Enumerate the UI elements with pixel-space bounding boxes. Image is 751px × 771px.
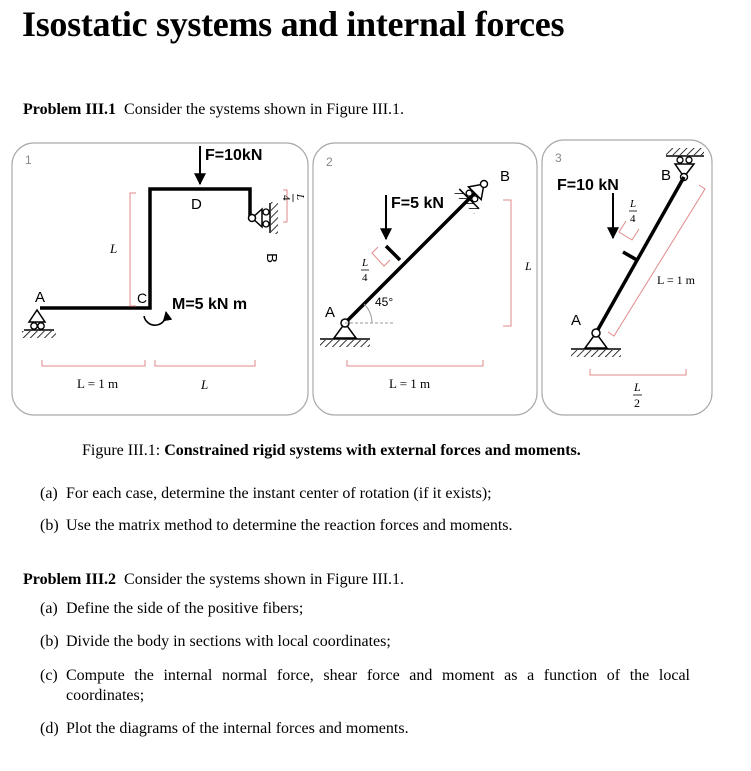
problem-2-item-b [40,632,720,652]
panel-1-dim-right-den: 4 [280,195,292,201]
item-text: Divide the body in sections with local coordinates; [66,633,391,650]
panel-2-dim-small [361,257,369,284]
problem-1-label: Problem III.1 [23,101,117,118]
panel-3-point-b: B [661,167,672,184]
panel-1-moment-label: M=5 kN m [172,296,248,313]
panel-3-dim-bottom-num: L [634,380,641,394]
panel-1 [12,143,308,415]
item-label: (b) [40,633,59,650]
caption-text: Constrained rigid systems with external forces and moments. [164,442,581,459]
panel-2-dim-right: L [525,259,532,273]
panel-1-dim-vertical: L [110,241,118,256]
panel-2-number: 2 [326,155,333,169]
panel-3-force-label: F=10 kN [557,177,619,194]
panel-1-dim-right-num: L [294,194,306,201]
problem-2-item-c [40,666,720,706]
panel-2-point-b: B [500,168,511,185]
item-label: (b) [40,517,59,534]
panel-3-number: 3 [555,151,562,165]
item-label: (d) [40,720,59,737]
problem-2-text: Consider the systems shown in Figure III.1. [124,571,405,588]
panel-3-point-a: A [571,312,582,329]
panel-2 [313,143,537,415]
item-label: (a) [40,485,58,502]
panel-2-dim-small-num: L [362,257,369,269]
panel-3-stub [623,252,637,260]
panel-3-support-a [571,329,621,357]
panel-2-force-label: F=5 kN [391,195,444,212]
panel-1-moment-arrow [144,312,166,325]
panel-3-dim-small-num: L [630,198,637,210]
panel-1-point-d: D [191,196,202,213]
problem-2-item-a [40,599,720,619]
problem-2-statement [23,570,404,590]
panel-1-support-a [22,310,56,338]
item-label: (a) [40,600,58,617]
panel-1-number: 1 [25,153,32,167]
problem-1-text: Consider the systems shown in Figure III.1. [124,101,405,118]
panel-2-angle-arc [364,304,372,323]
panel-1-beam [40,189,262,308]
panel-3-dim-small-den: 4 [630,213,636,225]
panel-2-dimensions [347,200,511,366]
panel-3-dim-bottom-den: 2 [634,396,640,410]
item-text: Use the matrix method to determine the reaction forces and moments. [66,517,513,534]
panel-2-dim-bottom: L = 1 m [389,376,431,391]
item-label: (c) [40,667,58,684]
panel-3-beam [596,177,684,333]
panel-1-dim-bottom-right: L [201,377,209,392]
panel-2-stub [386,246,400,260]
panel-2-point-a: A [325,304,336,321]
item-text: For each case, determine the instant center of rotation (if it exists); [66,485,492,502]
panel-1-frame [12,143,308,415]
figure-caption [82,441,581,461]
panel-3-support-b [666,148,704,181]
panel-3 [542,140,712,415]
panel-1-dim-bottom-left: L = 1 m [77,376,119,391]
panel-1-point-b: B [263,253,280,264]
item-text: Define the side of the positive fibers; [66,600,304,617]
panel-1-force-label: F=10kN [205,147,263,164]
problem-2-item-d [40,719,720,739]
page-title: Isostatic systems and internal forces [22,4,565,44]
panel-3-dim-diag: L = 1 m [657,273,695,287]
problem-1-item-b [40,516,720,536]
item-text: Compute the internal normal force, shear force and moment as a function of the local coordinates; [66,667,690,704]
panel-1-point-a: A [35,289,46,306]
panel-1-point-c: C [137,290,148,306]
caption-label: Figure III.1: [82,442,161,459]
problem-1-item-a [40,484,720,504]
item-text: Plot the diagrams of the internal forces and moments. [66,720,409,737]
panel-3-dim-small [629,198,637,225]
problem-2-label: Problem III.2 [23,571,117,588]
panel-2-angle-label: 45° [375,295,394,309]
panel-1-dim-right [280,193,306,202]
panel-2-dim-small-den: 4 [362,272,368,284]
panel-1-support-b [249,202,279,234]
panel-3-dim-bottom [633,380,642,410]
